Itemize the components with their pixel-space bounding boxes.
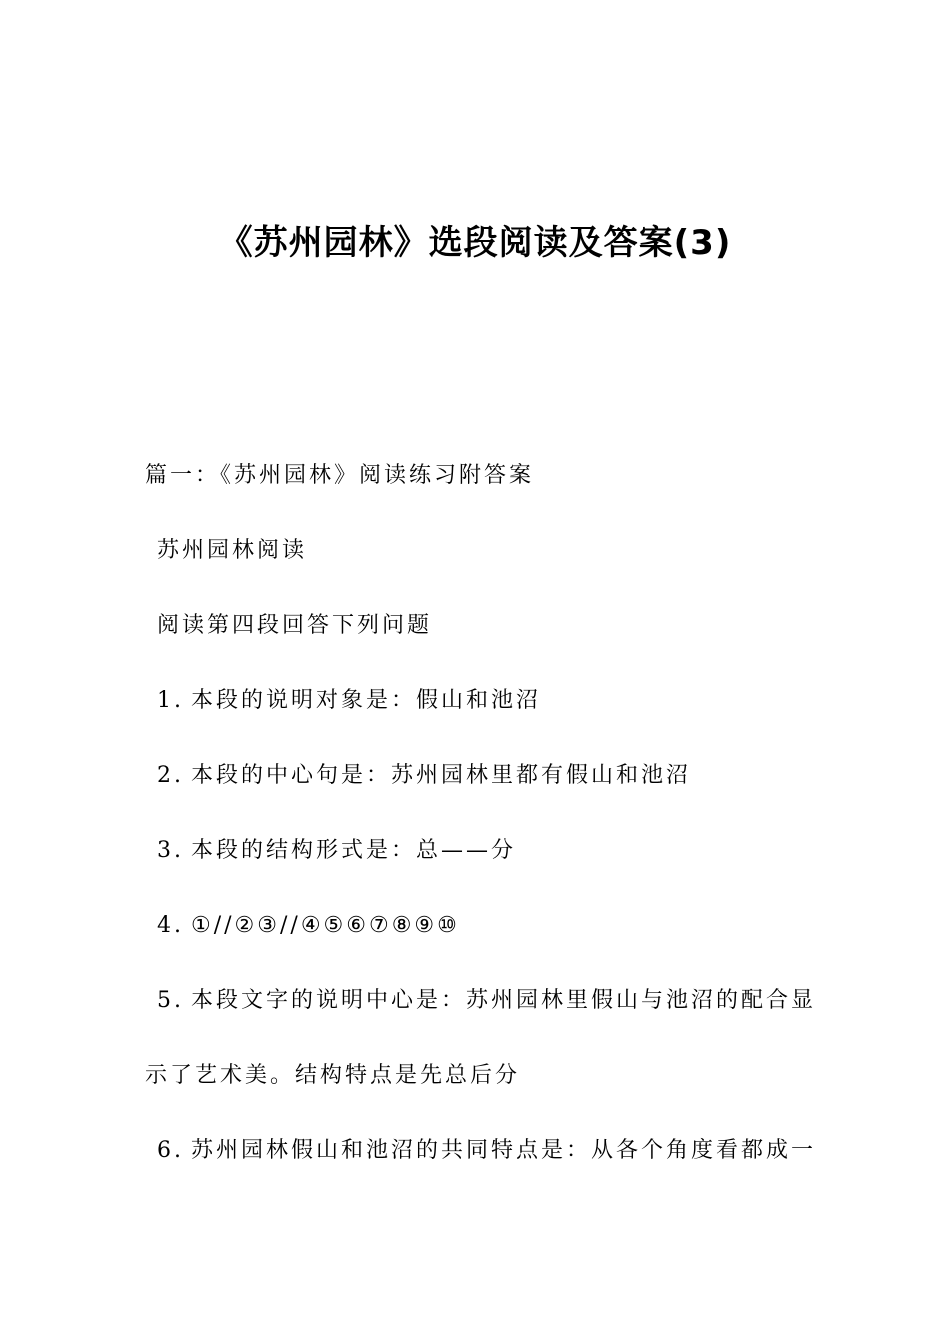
list-item	[157, 1135, 816, 1167]
list-item	[157, 685, 541, 717]
list-item	[157, 835, 516, 867]
item-number: 5.	[157, 988, 184, 1013]
item-number: 3.	[157, 838, 184, 863]
instruction-text: 阅读第四段回答下列问题	[157, 613, 433, 638]
list-item	[157, 985, 816, 1017]
list-item-continuation	[145, 1060, 520, 1092]
item-number: 2.	[157, 763, 184, 788]
list-item	[157, 910, 460, 942]
item-number: 1.	[157, 688, 184, 713]
item-text: 本段文字的说明中心是：苏州园林里假山与池沼的配合显	[191, 988, 817, 1013]
item-text: 本段的结构形式是：总——分	[191, 838, 517, 863]
item-number: 4.	[157, 913, 184, 938]
item-text: 本段的说明对象是：假山和池沼	[191, 688, 542, 713]
subheading: 苏州园林阅读	[157, 538, 308, 563]
item-number: 6.	[157, 1138, 184, 1163]
item-text: 苏州园林假山和池沼的共同特点是：从各个角度看都成一	[191, 1138, 817, 1163]
section-heading: 篇一：《苏州园林》阅读练习附答案	[145, 463, 535, 488]
list-item	[157, 760, 691, 792]
item-text: 本段的中心句是：苏州园林里都有假山和池沼	[191, 763, 692, 788]
item-text: 示了艺术美。结构特点是先总后分	[145, 1063, 521, 1088]
document-title: 《苏州园林》选段阅读及答案(3)	[218, 223, 732, 263]
item-text: ①//②③//④⑤⑥⑦⑧⑨⑩	[191, 913, 460, 938]
